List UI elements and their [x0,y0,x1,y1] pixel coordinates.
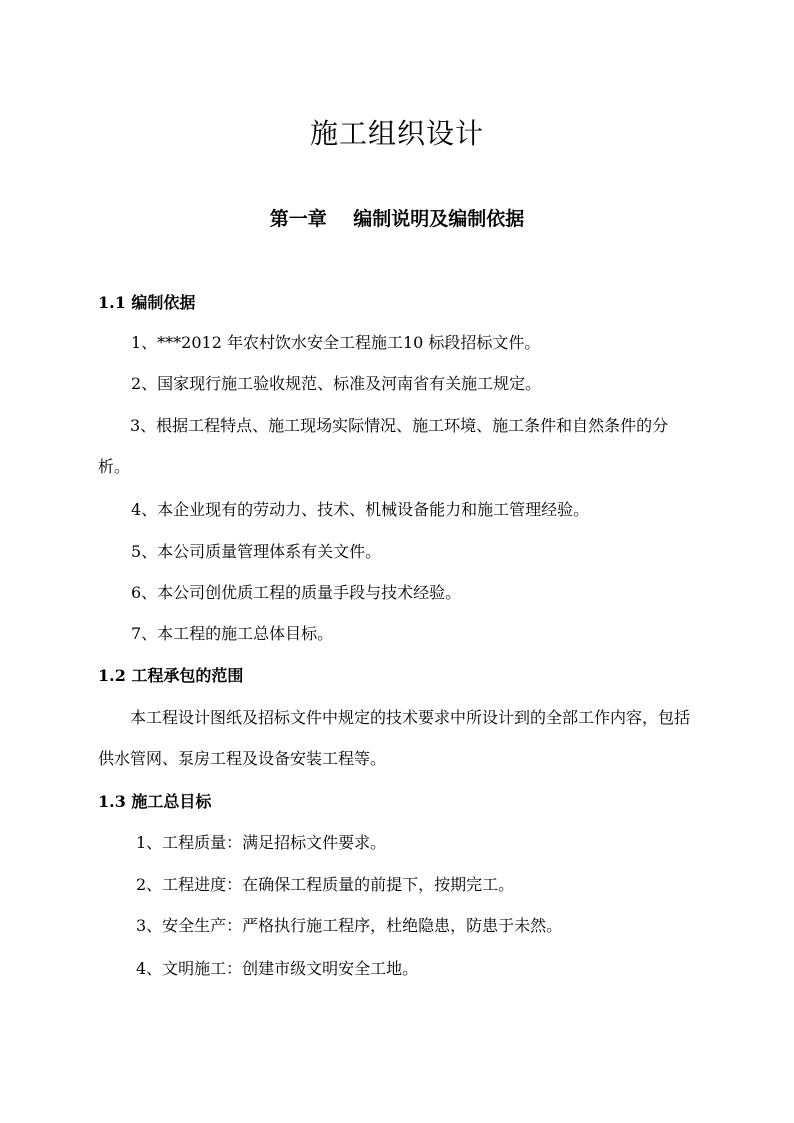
section-heading-1-1: 1.1 编制依据 [98,293,196,312]
list-item: 1、工程质量：满足招标文件要求。 [136,833,387,852]
list-item: 7、本工程的施工总体目标。 [131,624,334,643]
list-item: 4、文明施工：创建市级文明安全工地。 [136,959,419,978]
section-heading-1-3: 1.3 施工总目标 [98,792,212,811]
list-item: 1、***2012 年农村饮水安全工程施工10 标段招标文件。 [131,333,541,352]
list-item: 4、本企业现有的劳动力、技术、机械设备能力和施工管理经验。 [131,500,590,519]
list-item: 5、本公司质量管理体系有关文件。 [131,542,382,561]
scope-paragraph: 本工程设计图纸及招标文件中规定的技术要求中所设计到的全部工作内容，包括供水管网、泵房工程及设备安装工程等。 [98,708,691,768]
section-heading-1-2: 1.2 工程承包的范围 [98,666,244,685]
list-item: 3、根据工程特点、施工现场实际情况、施工环境、施工条件和自然条件的分析。 [98,416,669,476]
document-title: 施工组织设计 [309,117,484,150]
list-item: 3、安全生产：严格执行施工程序，杜绝隐患，防患于未然。 [136,916,563,935]
list-item: 6、本公司创优质工程的质量手段与技术经验。 [131,583,462,602]
list-item: 2、国家现行施工验收规范、标准及河南省有关施工规定。 [131,374,542,393]
list-item: 2、工程进度：在确保工程质量的前提下，按期完工。 [136,875,515,894]
chapter-title: 第一章 编制说明及编制依据 [269,208,525,230]
